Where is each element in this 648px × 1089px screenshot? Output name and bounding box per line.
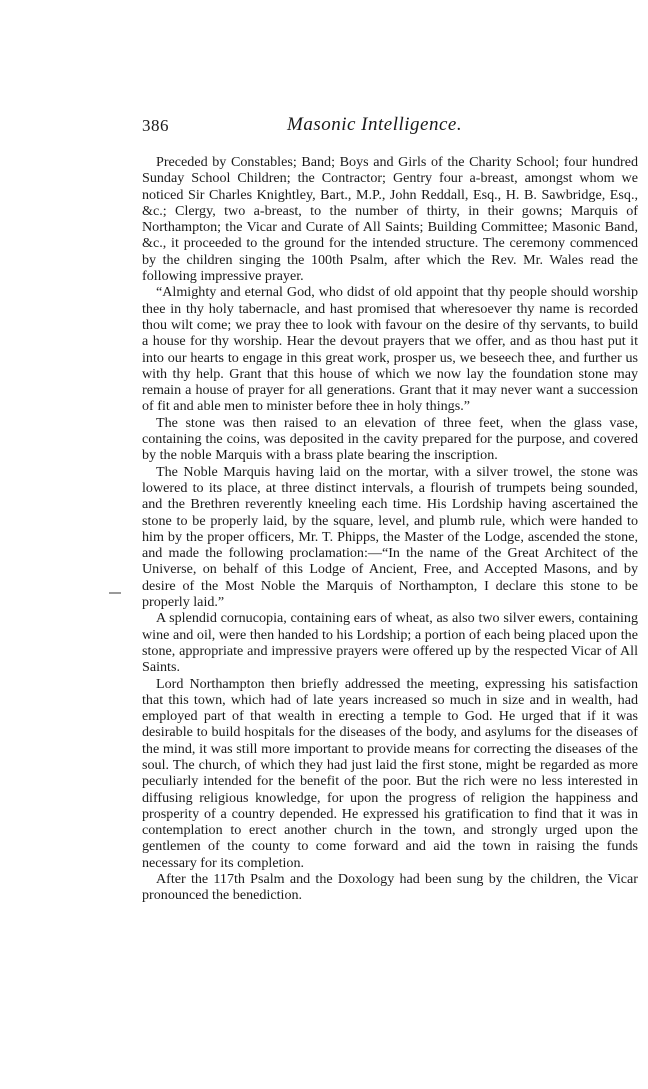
article-body	[142, 154, 638, 904]
paragraph-procession: Preceded by Constables; Band; Boys and Girls of the Charity School; four hundred Sunday School Children; the Contractor; Gentry four a-breast, amongst whom we noticed Sir Charles Knightley, Bart., M.P., John Reddall, Esq., H. B. Sawbridge, Esq., &c.; Clergy, two a-breast, to the number of thirty, in their gowns; Marquis of Northampton; the Vicar and Curate of All Saints; Building Committee; Masonic Band, &c., it proceeded to the ground for the intended structure. The ceremony commenced by the children singing the 100th Psalm, after which the Rev. Mr. Wales read the following impressive prayer.	[142, 154, 638, 285]
page-header	[142, 116, 642, 140]
page-number: 386	[142, 116, 169, 135]
paragraph-stone-raised: The stone was then raised to an elevation of three feet, when the glass vase, containing the coins, was deposited in the cavity prepared for the purpose, and covered by the noble Marquis with a brass plate bearing the inscription.	[142, 414, 638, 464]
paragraph-benediction: After the 117th Psalm and the Doxology had been sung by the children, the Vicar pronounced the benediction.	[142, 871, 638, 904]
margin-mark	[109, 592, 121, 594]
running-head: Masonic Intelligence.	[287, 114, 463, 135]
paragraph-address: Lord Northampton then briefly addressed the meeting, expressing his satisfaction that this town, which had of late years increased so much in size and in wealth, had employed part of that wealth in erecting a temple to God. He urged that if it was desirable to build hospitals for the diseases of the body, and asylums for the diseases of the mind, it was still more important to provide means for correcting the diseases of the soul. The church, of which they had just laid the first stone, might be regarded as more peculiarly intended for the benefit of the poor. But the rich were no less interested in diffusing religious knowledge, for upon the progress of religion the happiness and prosperity of a country depended. He expressed his gratification to find that it was in contemplation to erect another church in the town, and strongly urged upon the gentlemen of the county to come forward and aid the town in raising the funds necessary for its completion.	[142, 675, 638, 871]
paragraph-prayer: “Almighty and eternal God, who didst of old appoint that thy people should worship thee in thy holy tabernacle, and hast promised that wheresoever thy name is recorded thou wilt come; we pray thee to look with favour on the desire of thy servants, to build a house for thy worship. Hear the devout prayers that we offer, and as thou hast put it into our hearts to engage in this great work, prosper us, we beseech thee, and further us with thy help. Grant that this house of which we now lay the foundation stone may remain a house of prayer for all generations. Grant that it may never want a succession of fit and able men to minister before thee in holy things.”	[142, 284, 638, 415]
paragraph-stone-laid: The Noble Marquis having laid on the mortar, with a silver trowel, the stone was lowered to its place, at three distinct intervals, a flourish of trumpets being sounded, and the Brethren reverently kneeling each time. His Lordship having ascertained the stone to be properly laid, by the square, level, and plumb rule, which were handed to him by the proper officers, Mr. T. Phipps, the Master of the Lodge, ascended the stone, and made the following proclamation:—“In the name of the Great Architect of the Universe, on behalf of this Lodge of Ancient, Free, and Accepted Masons, and by desire of the Most Noble the Marquis of Northampton, I declare this stone to be properly laid.”	[142, 463, 638, 611]
paragraph-cornucopia: A splendid cornucopia, containing ears of wheat, as also two silver ewers, containing wine and oil, were then handed to his Lordship; a portion of each being placed upon the stone, appropriate and impressive prayers were offered up by the respected Vicar of All Saints.	[142, 610, 638, 676]
